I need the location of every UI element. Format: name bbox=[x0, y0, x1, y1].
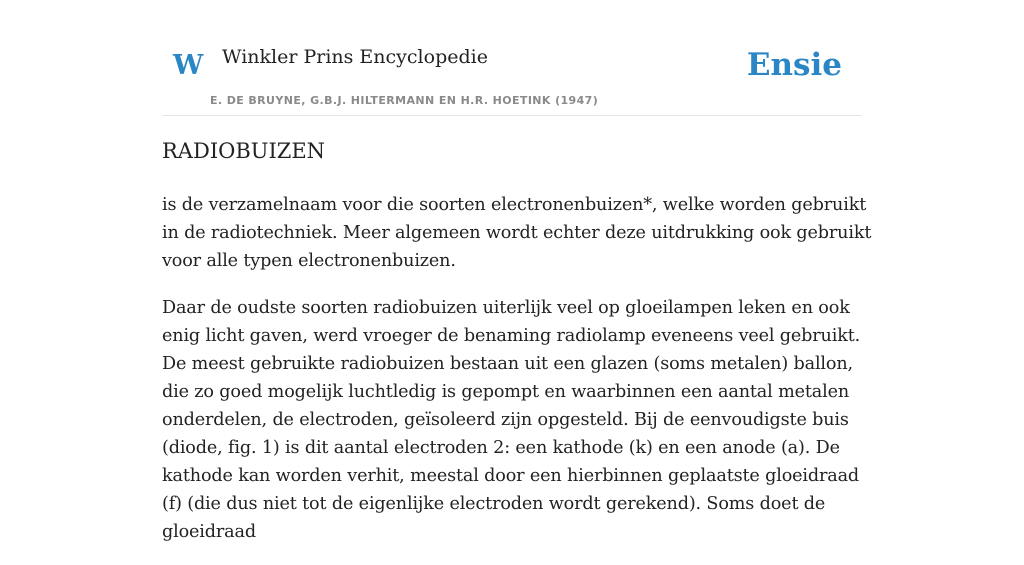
source-title[interactable]: Winkler Prins Encyclopedie bbox=[222, 46, 488, 68]
source-header bbox=[162, 0, 862, 116]
source-authors: E. DE BRUYNE, G.B.J. HILTERMANN EN H.R. HOETINK (1947) bbox=[210, 94, 599, 107]
article-paragraph-1: is de verzamelnaam voor die soorten electronenbuizen*, welke worden gebruikt in de radiotechniek. Meer algemeen wordt echter deze uitdrukking ook gebruikt voor alle typen electronenbuizen. bbox=[162, 195, 872, 272]
entry-title: RADIOBUIZEN bbox=[162, 139, 326, 163]
ensie-brand-link[interactable]: Ensie bbox=[746, 47, 842, 83]
winkler-prins-logo[interactable]: W bbox=[173, 50, 204, 81]
article-paragraph-2: Daar de oudste soorten radiobuizen uiterlijk veel op gloeilampen leken en ook enig licht gaven, werd vroeger de benaming radiolamp eveneens veel gebruikt. De meest gebruikte radiobuizen bestaan uit een glazen (soms metalen) ballon, die zo goed mogelijk luchtledig is gepompt en waarbinnen een aantal metalen onderdelen, de electroden, geïsoleerd zijn opgesteld. Bij de eenvoudigste buis (diode, fig. 1) is dit aantal electroden 2: een kathode (k) en een anode (a). De kathode kan worden verhit, meestal door een hierbinnen geplaatste gloeidraad (f) (die dus niet tot de eigenlijke electroden wordt gerekend). Soms doet de gloeidraad bbox=[162, 298, 861, 543]
article-content bbox=[162, 138, 872, 565]
